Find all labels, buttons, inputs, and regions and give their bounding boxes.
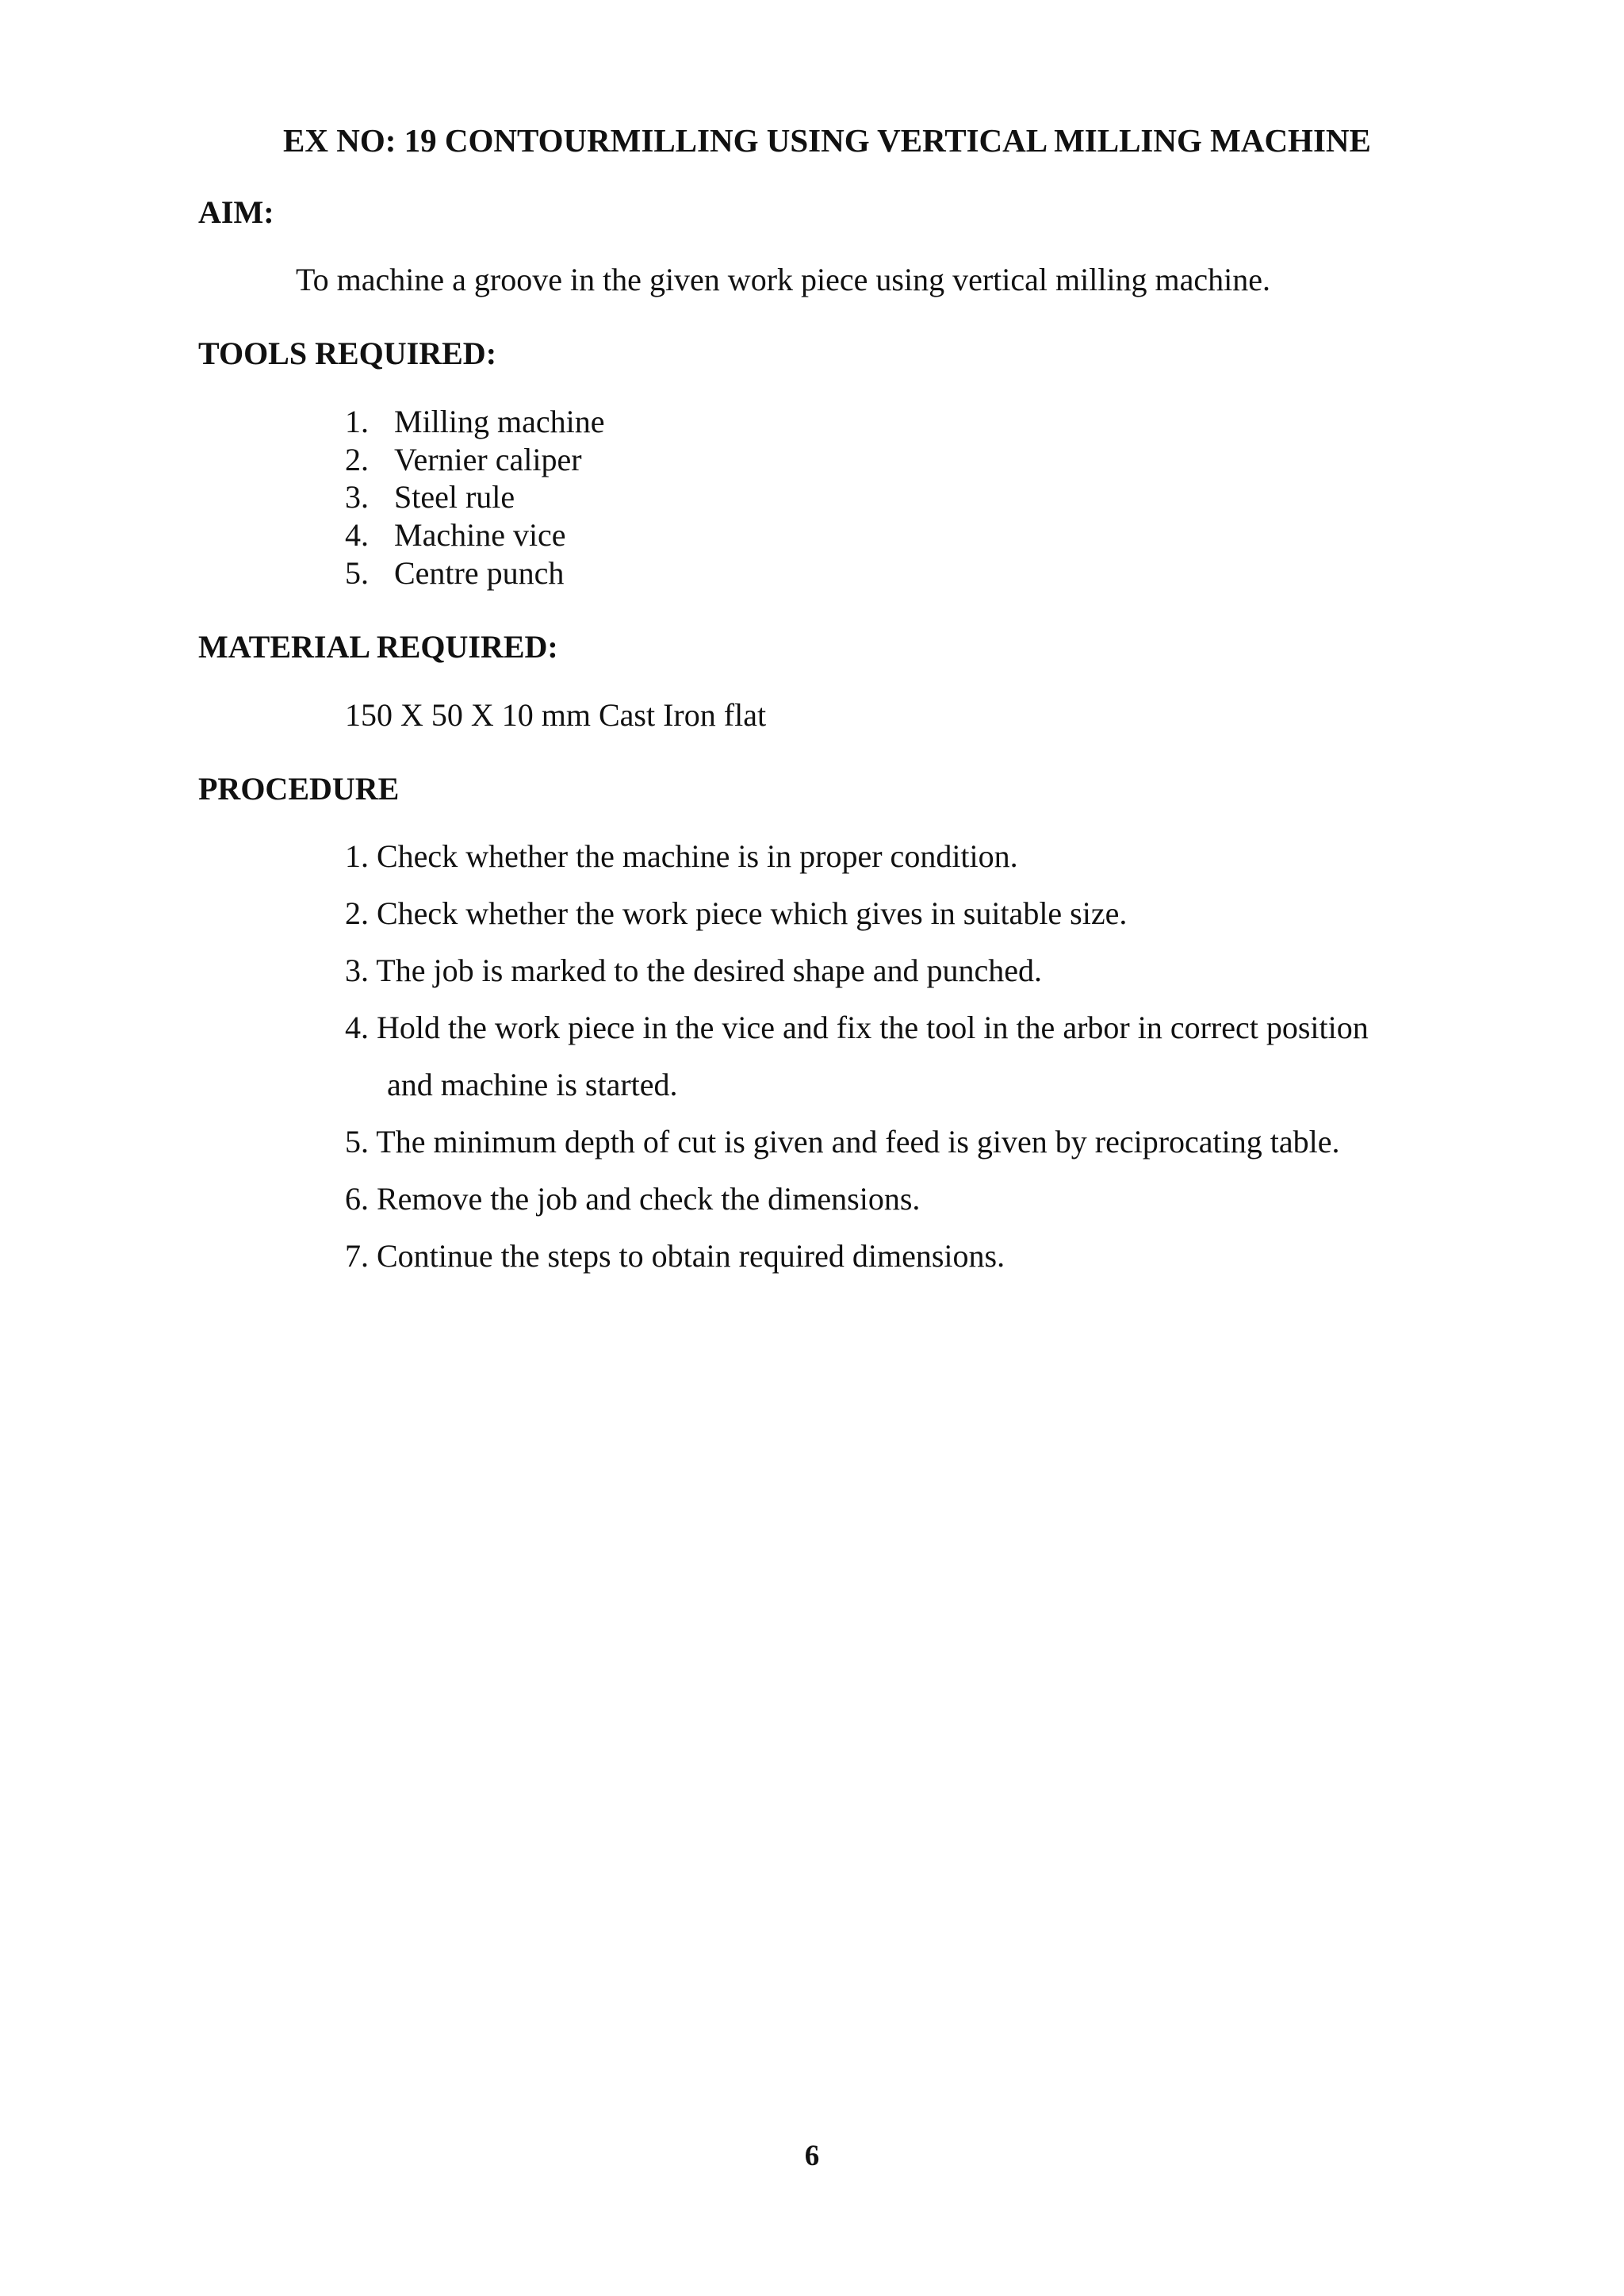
aim-text: To machine a groove in the given work piece using vertical milling machine. [296, 262, 1271, 297]
list-item [345, 444, 582, 476]
procedure-step: 6. Remove the job and check the dimensions. [345, 1181, 921, 1217]
list-item-number: 2. [345, 442, 369, 477]
list-item [345, 481, 515, 513]
procedure-step-continuation: and machine is started. [387, 1067, 678, 1102]
page-number: 6 [804, 2140, 820, 2172]
procedure-step: 2. Check whether the work piece which gives in suitable size. [345, 895, 1128, 931]
list-item [345, 406, 605, 438]
list-item-number: 3. [345, 479, 369, 515]
material-heading: MATERIAL REQUIRED: [198, 629, 558, 665]
tools-heading: TOOLS REQUIRED: [198, 335, 497, 371]
procedure-step: 5. The minimum depth of cut is given and feed is given by reciprocating table. [345, 1124, 1340, 1159]
procedure-step: 1. Check whether the machine is in proper condition. [345, 838, 1018, 874]
list-item-number: 1. [345, 404, 369, 439]
aim-heading: AIM: [198, 194, 274, 230]
procedure-step: 7. Continue the steps to obtain required dimensions. [345, 1238, 1005, 1274]
page-title: EX NO: 19 CONTOURMILLING USING VERTICAL MILLING MACHINE [283, 122, 1371, 159]
list-item-number: 4. [345, 517, 369, 553]
list-item [345, 519, 566, 551]
list-item-label: Milling machine [394, 404, 605, 439]
list-item-label: Centre punch [394, 555, 565, 591]
list-item-label: Vernier caliper [394, 442, 582, 477]
procedure-step: 3. The job is marked to the desired shape and punched. [345, 953, 1043, 988]
material-text: 150 X 50 X 10 mm Cast Iron flat [345, 697, 767, 733]
procedure-heading: PROCEDURE [198, 771, 400, 807]
list-item-label: Steel rule [394, 479, 515, 515]
list-item [345, 555, 565, 591]
list-item-label: Machine vice [394, 517, 566, 553]
procedure-step: 4. Hold the work piece in the vice and fix the tool in the arbor in correct position [345, 1010, 1369, 1045]
list-item-number: 5. [345, 555, 369, 591]
